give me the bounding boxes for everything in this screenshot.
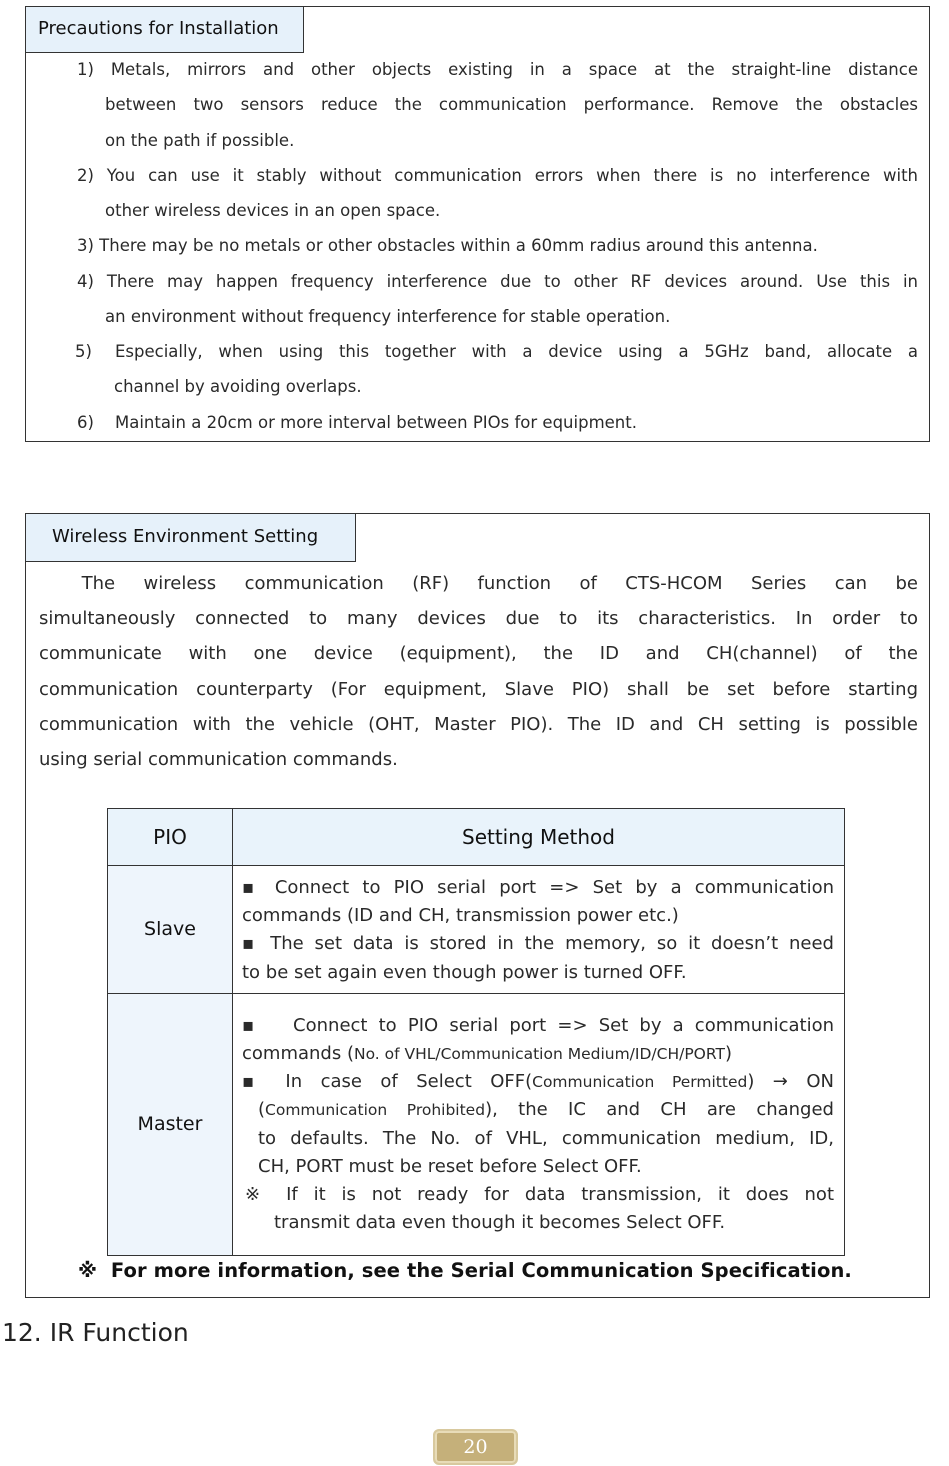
precaution-6-number: 6) [77,413,94,432]
paragraph-line: using serial communication commands. [39,748,398,770]
paragraph-line: simultaneously connected to many devices due to its characteristics. In order to [39,608,918,630]
col-header-pio: PIO [108,809,233,866]
precaution-4-line-1: 4) There may happen frequency interference due to other RF devices around. Use this in [77,272,918,291]
master-label: Master [108,993,233,1255]
master-method-line: ※ If it is not ready for data transmission, it does not [245,1184,834,1206]
precaution-1-line-3: on the path if possible. [105,131,295,150]
master-method-line: commands (No. of VHL/Communication Medium/ID/CH/PORT) [242,1043,733,1065]
precautions-title: Precautions for Installation [26,7,304,53]
paragraph-line: The wireless communication (RF) function of CTS-HCOM Series can be [39,573,918,594]
slave-method-line: ▪ Connect to PIO serial port => Set by a communication [242,877,834,898]
precaution-1-line-2: between two sensors reduce the communication performance. Remove the obstacles [105,95,918,114]
master-method-line: CH, PORT must be reset before Select OFF. [258,1155,642,1177]
precaution-1-line-1: 1) Metals, mirrors and other objects existing in a space at the straight-line distance [77,60,918,79]
precaution-2-line-2: other wireless devices in an open space. [105,201,441,220]
master-method-line: (Communication Prohibited), the IC and CH are changed [258,1099,834,1121]
page-number: 20 [433,1429,518,1465]
paragraph-line: communication with the vehicle (OHT, Master PIO). The ID and CH setting is possible [39,713,918,735]
slave-label: Slave [108,866,233,994]
table-header-row [108,809,845,866]
precaution-5-line-2: channel by avoiding overlaps. [114,377,362,396]
slave-method [233,866,845,994]
precaution-2-line-1: 2) You can use it stably without communication errors when there is no interference with [77,166,918,185]
slave-method-line: ▪ The set data is stored in the memory, so it doesn’t need [242,933,834,955]
master-method [233,993,845,1255]
wireless-title: Wireless Environment Setting [26,514,356,562]
master-method-line: ▪ In case of Select OFF(Communication Permitted) → ON [242,1071,834,1093]
paragraph-line: communication counterparty (For equipment, Slave PIO) shall be set before starting [39,678,918,700]
col-header-setting-method: Setting Method [233,809,845,866]
paragraph-line: communicate with one device (equipment), the ID and CH(channel) of the [39,643,918,665]
precaution-5-number: 5) [75,342,92,361]
master-method-line: transmit data even though it becomes Select OFF. [274,1212,726,1234]
pio-setting-table [107,808,845,1256]
slave-method-line: commands (ID and CH, transmission power etc.) [242,905,679,927]
serial-spec-note: ※ For more information, see the Serial Communication Specification. [78,1259,852,1282]
precaution-4-line-2: an environment without frequency interference for stable operation. [105,307,671,326]
precaution-5-line-1: Especially, when using this together with a device using a 5GHz band, allocate a [115,342,918,361]
wireless-paragraph [39,566,918,777]
table-row-slave [108,866,845,994]
section-title: 12. IR Function [2,1318,189,1347]
table-row-master [108,993,845,1255]
precaution-3-line-1: 3) There may be no metals or other obstacles within a 60mm radius around this antenna. [77,236,818,255]
precaution-6-line-1: Maintain a 20cm or more interval between PIOs for equipment. [115,413,637,432]
master-method-line: to defaults. The No. of VHL, communication medium, ID, [258,1127,834,1149]
slave-method-line: to be set again even though power is turned OFF. [242,961,687,983]
master-method-line: ▪ Connect to PIO serial port => Set by a communication [242,1014,834,1036]
